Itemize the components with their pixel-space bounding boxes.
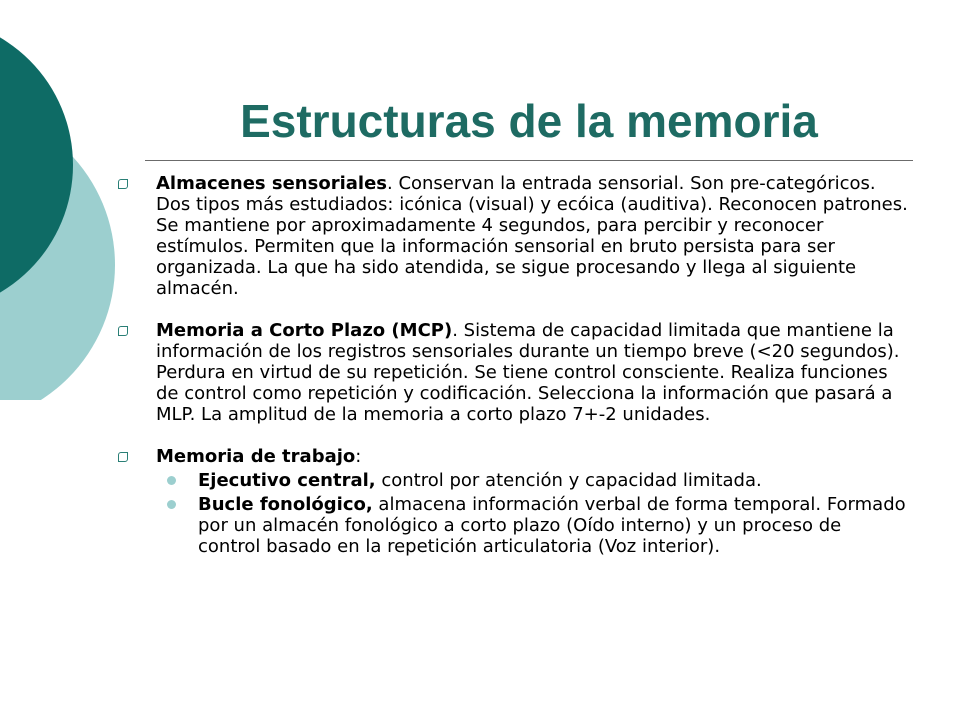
item-text xyxy=(156,320,908,425)
subitem-description: almacena información verbal de forma temporal. Formado por un almacén fonológico a corto plazo (Oído interno) y un proceso de control basado en la repetición articulatoria (Voz interior). xyxy=(198,494,906,557)
subitem-term: Ejecutivo central, xyxy=(198,470,376,491)
bullet-icon xyxy=(118,179,128,189)
item-description: . Sistema de capacidad limitada que mantiene la información de los registros sensoriales durante un tiempo breve (<20 segundos). Perdura en virtud de su repetición. Se tiene control consciente. Realiza funciones de control como repetición y codificación. Selecciona la información que pasará a MLP. La amplitud de la memoria a corto plazo 7+-2 unidades. xyxy=(156,320,900,425)
subitem-description: control por atención y capacidad limitada. xyxy=(375,470,762,491)
subitem-term: Bucle fonológico, xyxy=(198,494,373,515)
item-term: Memoria de trabajo xyxy=(156,446,356,467)
item-text xyxy=(156,173,908,299)
list-item xyxy=(118,320,908,425)
item-term: Almacenes sensoriales xyxy=(156,173,387,194)
sub-list-item xyxy=(156,494,908,557)
subitem-text xyxy=(198,494,908,557)
item-term: Memoria a Corto Plazo (MCP) xyxy=(156,320,453,341)
title-divider xyxy=(145,160,913,161)
sub-list-item xyxy=(156,470,908,491)
list-item xyxy=(118,173,908,299)
bullet-list xyxy=(118,173,908,557)
bullet-icon xyxy=(118,326,128,336)
dot-bullet-icon xyxy=(167,476,176,485)
list-item xyxy=(118,446,908,557)
item-description: . Conservan la entrada sensorial. Son pre-categóricos. Dos tipos más estudiados: icónica (visual) y ecóica (auditiva). Reconocen patrones. Se mantiene por aproximadamente 4 segundos, para percibir y reconocer estímulos. Permiten que la información sensorial en bruto persista para ser organizada. La que ha sido atendida, se sigue procesando y llega al siguiente almacén. xyxy=(156,173,908,299)
slide-title: Estructuras de la memoria xyxy=(240,95,818,147)
subitem-text xyxy=(198,470,908,491)
dot-bullet-icon xyxy=(167,500,176,509)
decorative-circles xyxy=(0,0,120,400)
item-text xyxy=(156,446,908,467)
bullet-icon xyxy=(118,452,128,462)
item-description: : xyxy=(355,446,362,467)
